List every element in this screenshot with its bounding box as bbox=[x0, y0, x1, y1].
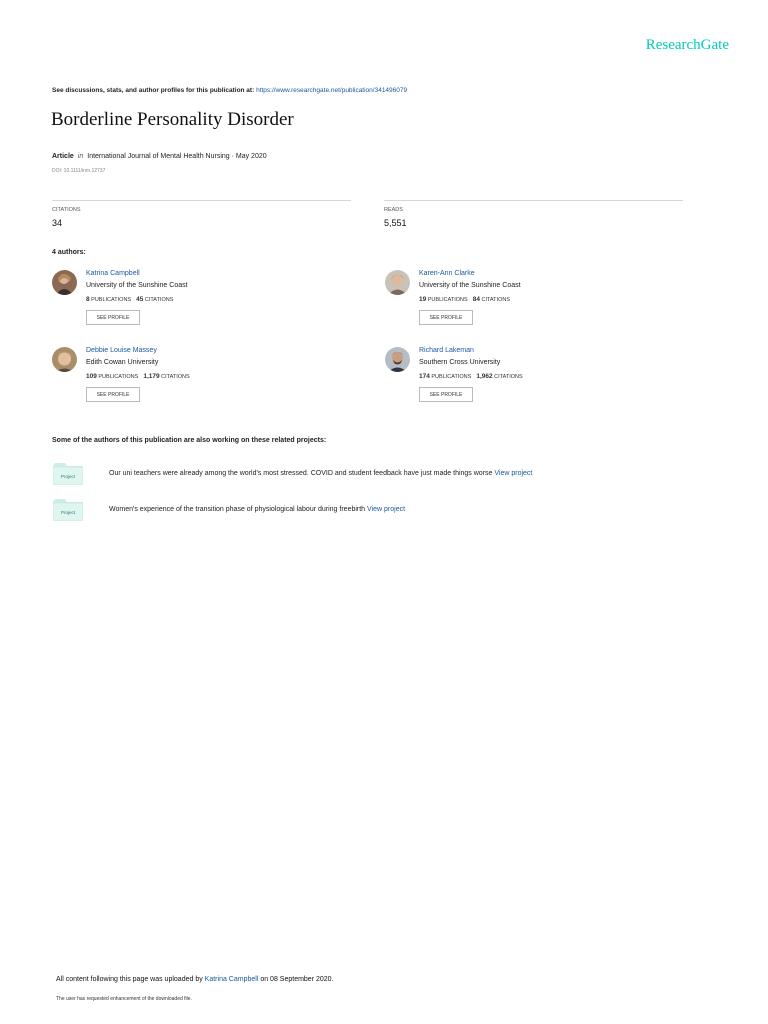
see-profile-button[interactable]: SEE PROFILE bbox=[419, 310, 473, 325]
author-name[interactable]: Richard Lakeman bbox=[419, 347, 474, 354]
uploader-link[interactable]: Katrina Campbell bbox=[204, 976, 259, 983]
publication-url-link[interactable]: https://www.researchgate.net/publication/341496079 bbox=[256, 87, 408, 94]
author-institution: Southern Cross University bbox=[419, 359, 501, 366]
journal-info: International Journal of Mental Health Nursing · May 2020 bbox=[87, 153, 267, 160]
article-type: Article bbox=[52, 153, 74, 160]
project-folder-icon[interactable] bbox=[53, 499, 83, 521]
project-title: Women's experience of the transition phase of physiological labour during freebirth bbox=[109, 506, 366, 513]
citations-count: 1,962 bbox=[476, 373, 493, 380]
author-card bbox=[52, 347, 312, 417]
view-project-link[interactable]: View project bbox=[367, 506, 406, 513]
citations-count: 1,179 bbox=[143, 373, 160, 380]
project-row bbox=[53, 463, 673, 485]
project-title: Our uni teachers were already among the world's most stressed. COVID and student feedback have just made things worse bbox=[109, 470, 493, 477]
author-institution: University of the Sunshine Coast bbox=[86, 282, 188, 289]
author-stats bbox=[86, 296, 173, 303]
publications-count: 8 bbox=[86, 296, 90, 303]
enhancement-request-note: The user has requested enhancement of the downloaded file. bbox=[56, 996, 192, 1002]
author-card bbox=[385, 347, 645, 417]
author-card bbox=[52, 270, 312, 340]
project-description bbox=[109, 506, 405, 513]
project-icon-label: Project bbox=[60, 510, 76, 515]
see-profile-button[interactable]: SEE PROFILE bbox=[86, 387, 140, 402]
see-profile-button[interactable]: SEE PROFILE bbox=[86, 310, 140, 325]
upload-date: on 08 September 2020. bbox=[260, 976, 334, 983]
researchgate-logo[interactable]: ResearchGate bbox=[645, 37, 729, 53]
author-name[interactable]: Debbie Louise Massey bbox=[86, 347, 157, 354]
author-name[interactable]: Karen-Ann Clarke bbox=[419, 270, 475, 277]
upload-notice bbox=[56, 976, 334, 983]
avatar[interactable] bbox=[385, 347, 410, 372]
author-institution: Edith Cowan University bbox=[86, 359, 159, 366]
upload-prefix: All content following this page was uploaded by bbox=[56, 976, 203, 983]
see-discussions-text: See discussions, stats, and author profiles for this publication at: bbox=[52, 87, 255, 94]
see-profile-button[interactable]: SEE PROFILE bbox=[419, 387, 473, 402]
avatar[interactable] bbox=[52, 347, 77, 372]
doi: DOI: 10.1111/inm.12737 bbox=[52, 168, 106, 174]
publications-count: 19 bbox=[419, 296, 427, 303]
view-project-link[interactable]: View project bbox=[494, 470, 533, 477]
author-name[interactable]: Katrina Campbell bbox=[86, 270, 140, 277]
author-stats bbox=[419, 373, 523, 380]
project-description bbox=[109, 470, 532, 477]
publications-label: PUBLICATIONS bbox=[431, 374, 472, 380]
publications-count: 109 bbox=[86, 373, 97, 380]
citations-label: CITATIONS bbox=[494, 374, 523, 380]
citations-label: CITATIONS bbox=[52, 207, 81, 213]
author-stats bbox=[419, 296, 510, 303]
author-stats bbox=[86, 373, 190, 380]
publications-label: PUBLICATIONS bbox=[91, 297, 132, 303]
project-row bbox=[53, 499, 673, 521]
author-institution: University of the Sunshine Coast bbox=[419, 282, 521, 289]
related-projects-heading: Some of the authors of this publication are also working on these related projects: bbox=[52, 437, 327, 444]
citations-count: 84 bbox=[472, 296, 480, 303]
citations-label: CITATIONS bbox=[161, 374, 190, 380]
citations-divider bbox=[52, 200, 351, 201]
citations-label: CITATIONS bbox=[481, 297, 510, 303]
publications-label: PUBLICATIONS bbox=[427, 297, 468, 303]
avatar[interactable] bbox=[52, 270, 77, 295]
author-card bbox=[385, 270, 645, 340]
meta-in: in bbox=[77, 153, 84, 160]
publications-count: 174 bbox=[419, 373, 430, 380]
reads-divider bbox=[384, 200, 683, 201]
project-folder-icon[interactable] bbox=[53, 463, 83, 485]
citations-label: CITATIONS bbox=[144, 297, 174, 303]
reads-value: 5,551 bbox=[384, 218, 407, 228]
reads-label: READS bbox=[384, 207, 403, 213]
project-icon-label: Project bbox=[60, 474, 76, 479]
citations-count: 45 bbox=[136, 296, 144, 303]
article-meta bbox=[52, 153, 267, 160]
page-title: Borderline Personality Disorder bbox=[51, 109, 294, 130]
citations-value: 34 bbox=[52, 218, 63, 228]
authors-heading: 4 authors: bbox=[52, 249, 86, 256]
avatar[interactable] bbox=[385, 270, 410, 295]
publications-label: PUBLICATIONS bbox=[98, 374, 139, 380]
see-discussions-line bbox=[52, 87, 407, 94]
